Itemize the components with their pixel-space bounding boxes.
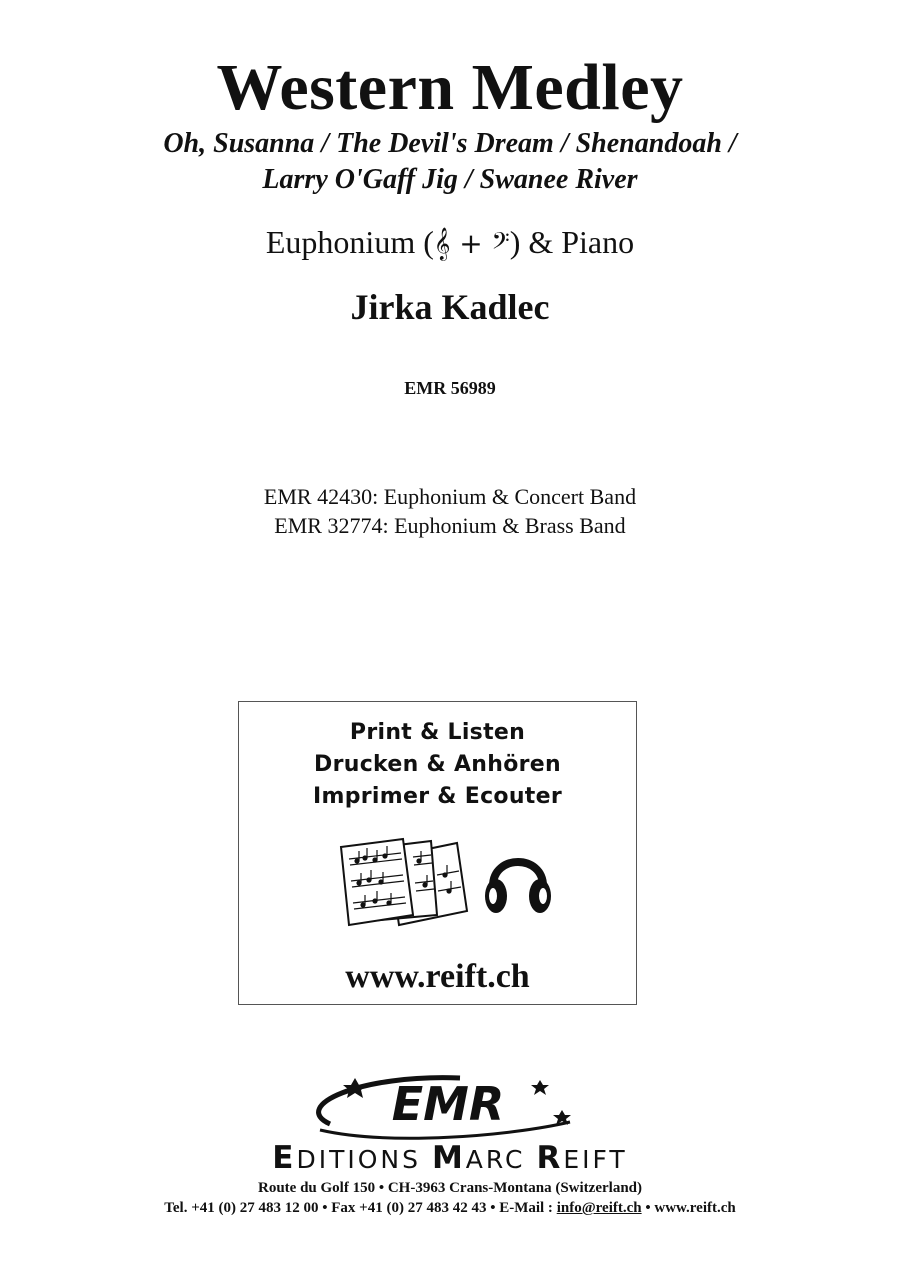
publisher-contact (0, 1200, 900, 1217)
contact-phone-fax: Tel. +41 (0) 27 483 12 00 • Fax +41 (0) 27 483 42 43 • E-Mail : (164, 1200, 557, 1216)
subtitle-line-1: Oh, Susanna / The Devil's Dream / Shenandoah / (163, 128, 737, 159)
emr-logo (300, 1070, 600, 1142)
publisher-name-part: EIFT (563, 1145, 628, 1174)
instrumentation (0, 224, 900, 261)
catalog-number: EMR 56989 (404, 378, 496, 398)
subtitle-line-2: Larry O'Gaff Jig / Swanee River (262, 164, 638, 195)
publisher-name-part: DITIONS (296, 1145, 432, 1174)
email-link[interactable]: info@reift.ch (556, 1200, 642, 1216)
logo-text: EMR (391, 1077, 505, 1131)
publisher-name-part: ARC (465, 1145, 537, 1174)
publisher-name-initial: R (536, 1140, 564, 1176)
clef-icon: 𝄞 + 𝄢 (433, 227, 510, 260)
print-listen-label-en: Print & Listen (349, 720, 526, 745)
sheet-music-icon (339, 835, 469, 935)
print-listen-url[interactable]: www.reift.ch (345, 958, 530, 995)
other-edition: EMR 42430: Euphonium & Concert Band (263, 484, 637, 509)
publisher-name-initial: M (431, 1140, 466, 1176)
other-edition: EMR 32774: Euphonium & Brass Band (274, 513, 626, 538)
instrumentation-suffix: ) & Piano (509, 224, 635, 260)
publisher-name-initial: E (272, 1140, 297, 1176)
contact-website[interactable]: • www.reift.ch (641, 1200, 736, 1216)
instrumentation-prefix: Euphonium ( (265, 224, 434, 260)
headphones-icon (483, 844, 553, 924)
title: Western Medley (216, 51, 684, 124)
print-listen-label-fr: Imprimer & Ecouter (313, 784, 562, 809)
print-listen-box[interactable] (238, 701, 637, 1005)
composer: Jirka Kadlec (350, 287, 550, 327)
publisher-address: Route du Golf 150 • CH-3963 Crans-Montana (Switzerland) (258, 1180, 642, 1196)
publisher-name (0, 1140, 900, 1176)
print-listen-label-de: Drucken & Anhören (314, 752, 561, 777)
